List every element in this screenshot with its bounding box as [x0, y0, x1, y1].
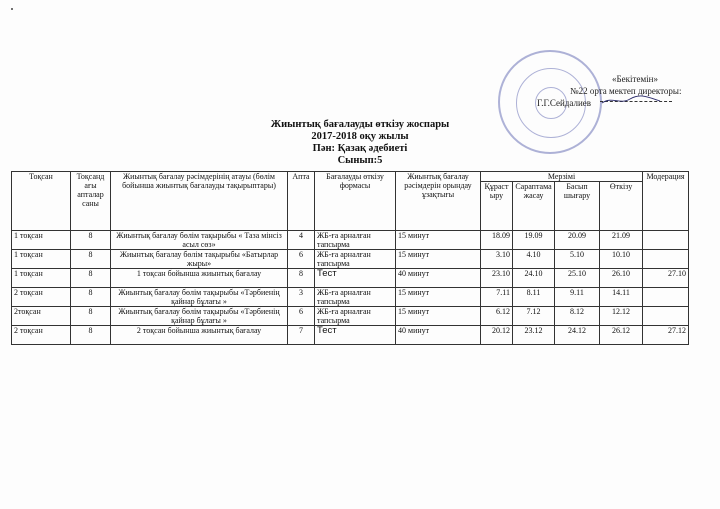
cell-term: 1 тоқсан — [12, 250, 71, 269]
cell-weeks: 8 — [71, 326, 111, 345]
cell-moderation: 27.12 — [643, 326, 689, 345]
cell-print: 25.10 — [555, 269, 600, 288]
cell-compose: 23.10 — [481, 269, 513, 288]
cell-form: ЖБ-ға арналған тапсырма — [315, 250, 396, 269]
cell-week: 6 — [288, 307, 315, 326]
cell-compose: 7.11 — [481, 288, 513, 307]
cell-term: 2 тоқсан — [12, 288, 71, 307]
cell-duration: 40 минут — [396, 269, 481, 288]
cell-form: ЖБ-ға арналған тапсырма — [315, 231, 396, 250]
cell-moderation: 27.10 — [643, 269, 689, 288]
cell-print: 9.11 — [555, 288, 600, 307]
cell-review: 19.09 — [513, 231, 555, 250]
cell-duration: 15 минут — [396, 288, 481, 307]
grade-label: Сынып:5 — [337, 155, 383, 166]
cell-weeks: 8 — [71, 288, 111, 307]
cell-name: Жиынтық бағалау бөлім тақырыбы «Тәрбиенің қайнар бұлағы » — [111, 307, 288, 326]
cell-review: 24.10 — [513, 269, 555, 288]
header-print: Басып шығару — [555, 182, 600, 231]
cell-term: 1 тоқсан — [12, 269, 71, 288]
cell-week: 3 — [288, 288, 315, 307]
cell-compose: 6.12 — [481, 307, 513, 326]
director-name: Г.Г.Сейдалиев — [537, 98, 592, 108]
cell-name: Жиынтық бағалау бөлім тақырыбы «Тәрбиенің қайнар бұлағы » — [111, 288, 288, 307]
cell-review: 4.10 — [513, 250, 555, 269]
cell-duration: 15 минут — [396, 231, 481, 250]
table-row — [12, 307, 689, 326]
table-row — [12, 231, 689, 250]
subject-label: Пән: Қазақ әдебиеті — [312, 143, 408, 154]
cell-duration: 15 минут — [396, 307, 481, 326]
cell-week: 7 — [288, 326, 315, 345]
cell-moderation — [643, 307, 689, 326]
table-row — [12, 288, 689, 307]
cell-compose: 18.09 — [481, 231, 513, 250]
cell-form: ЖБ-ға арналған тапсырма — [315, 307, 396, 326]
cell-print: 8.12 — [555, 307, 600, 326]
document-heading — [0, 119, 720, 167]
cell-review: 23.12 — [513, 326, 555, 345]
cell-conduct: 14.11 — [600, 288, 643, 307]
scan-speck — [11, 8, 13, 10]
cell-form: Тест — [315, 269, 396, 288]
cell-name: 2 тоқсан бойынша жиынтық бағалау — [111, 326, 288, 345]
assessment-schedule-table — [11, 171, 689, 345]
header-name: Жиынтық бағалау рәсімдерінің атауы (бөлім бойынша жиынтық бағалауды тақырыптары) — [111, 172, 288, 231]
cell-conduct: 12.12 — [600, 307, 643, 326]
cell-week: 6 — [288, 250, 315, 269]
cell-conduct: 26.10 — [600, 269, 643, 288]
cell-form: Тест — [315, 326, 396, 345]
director-title: №22 орта мектеп директоры: — [570, 86, 682, 96]
cell-compose: 3.10 — [481, 250, 513, 269]
header-week: Апта — [288, 172, 315, 231]
cell-print: 20.09 — [555, 231, 600, 250]
header-conduct: Өткізу — [600, 182, 643, 231]
cell-weeks: 8 — [71, 269, 111, 288]
header-review: Сараптама жасау — [513, 182, 555, 231]
cell-duration: 40 минут — [396, 326, 481, 345]
approval-label: «Бекітемін» — [612, 74, 658, 84]
cell-form: ЖБ-ға арналған тапсырма — [315, 288, 396, 307]
cell-duration: 15 минут — [396, 250, 481, 269]
cell-moderation — [643, 231, 689, 250]
cell-conduct: 26.12 — [600, 326, 643, 345]
cell-week: 8 — [288, 269, 315, 288]
cell-name: Жиынтық бағалау бөлім тақырыбы « Таза мінсіз асыл сөз» — [111, 231, 288, 250]
header-duration: Жиынтық бағалау рәсімдерін орындау ұзақтығы — [396, 172, 481, 231]
cell-moderation — [643, 288, 689, 307]
cell-week: 4 — [288, 231, 315, 250]
cell-weeks: 8 — [71, 307, 111, 326]
cell-compose: 20.12 — [481, 326, 513, 345]
cell-name: 1 тоқсан бойынша жиынтық бағалау — [111, 269, 288, 288]
cell-conduct: 21.09 — [600, 231, 643, 250]
cell-term: 2тоқсан — [12, 307, 71, 326]
cell-print: 24.12 — [555, 326, 600, 345]
header-deadline: Мерзімі — [481, 172, 643, 182]
header-compose: Құраст ыру — [481, 182, 513, 231]
cell-print: 5.10 — [555, 250, 600, 269]
table-header-row — [12, 172, 689, 182]
cell-review: 8.11 — [513, 288, 555, 307]
table-row — [12, 269, 689, 288]
header-form: Бағалауды өткізу формасы — [315, 172, 396, 231]
table-row — [12, 326, 689, 345]
signature-mark — [600, 94, 670, 106]
document-title: Жиынтық бағалауды өткізу жоспары — [270, 119, 450, 130]
academic-year: 2017-2018 оқу жылы — [311, 131, 409, 142]
cell-name: Жиынтық бағалау бөлім тақырыбы «Батырлар жыры» — [111, 250, 288, 269]
table-row — [12, 250, 689, 269]
cell-conduct: 10.10 — [600, 250, 643, 269]
header-term: Тоқсан — [12, 172, 71, 231]
cell-term: 2 тоқсан — [12, 326, 71, 345]
cell-term: 1 тоқсан — [12, 231, 71, 250]
header-moderation: Модерация — [643, 172, 689, 231]
cell-review: 7.12 — [513, 307, 555, 326]
cell-weeks: 8 — [71, 231, 111, 250]
cell-moderation — [643, 250, 689, 269]
header-weeks: Тоқсанд ағы апталар саны — [71, 172, 111, 231]
cell-weeks: 8 — [71, 250, 111, 269]
